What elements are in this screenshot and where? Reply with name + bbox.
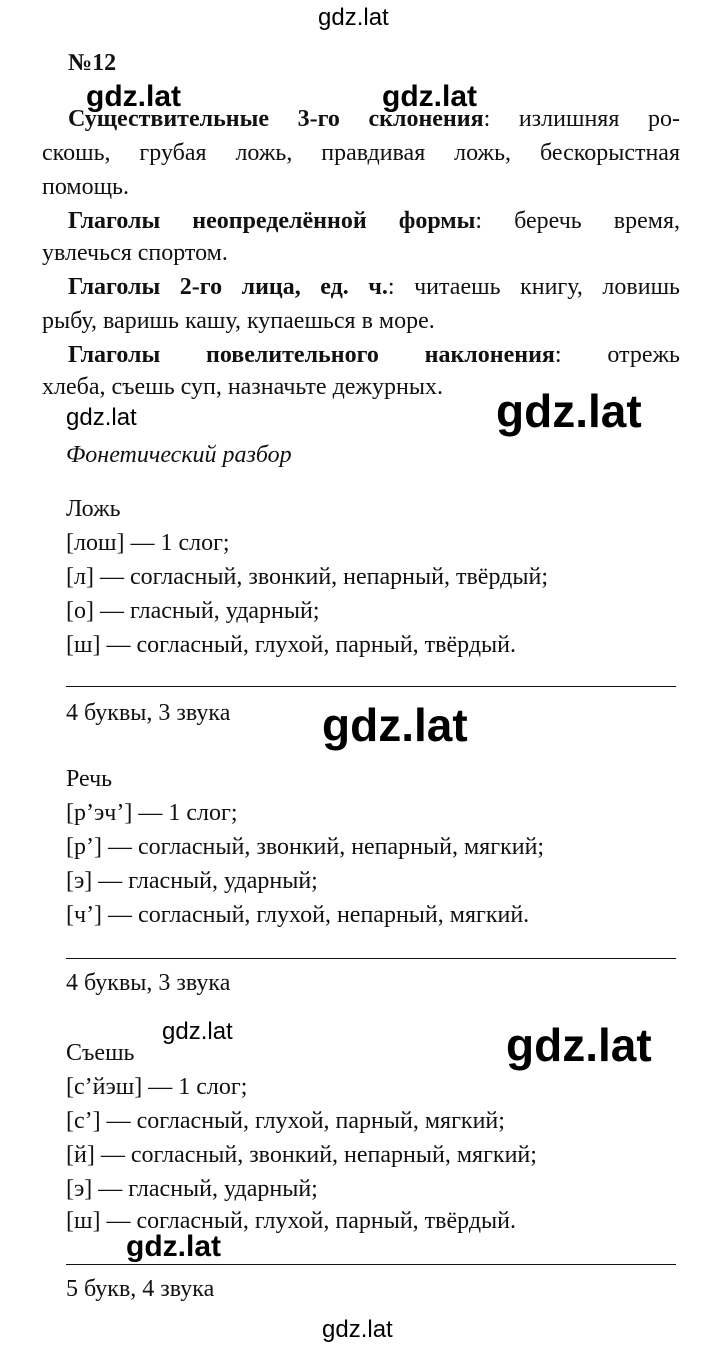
paragraph-label: Глаголы 2-го лица, ед. ч.: [68, 274, 388, 300]
paragraph-line: [68, 342, 680, 369]
word-heading: Речь: [66, 766, 113, 792]
watermark: gdz.lat: [382, 80, 477, 113]
watermark: gdz.lat: [322, 699, 468, 751]
analysis-line: [л] — согласный, звонкий, непарный, твёрдый;: [66, 564, 548, 590]
paragraph-label: Глаголы повелительного наклонения: [68, 342, 555, 368]
exercise-number: №12: [68, 50, 117, 76]
paragraph-text: : излишняя ро-: [483, 106, 680, 132]
paragraph-line: [68, 106, 680, 133]
word-heading: Ложь: [66, 496, 121, 522]
analysis-line: [р’эч’] — 1 слог;: [66, 800, 238, 826]
analysis-line: [о] — гласный, ударный;: [66, 598, 320, 624]
paragraph-line: [68, 208, 680, 235]
paragraph-line: скошь, грубая ложь, правдивая ложь, бескорыстная: [42, 140, 680, 166]
analysis-title: Фонетический разбор: [66, 442, 292, 468]
paragraph-label: Существительные 3-го склонения: [68, 106, 484, 132]
watermark: gdz.lat: [86, 80, 181, 113]
watermark: gdz.lat: [506, 1019, 652, 1071]
analysis-line: [ш] — согласный, глухой, парный, твёрдый.: [66, 632, 517, 658]
analysis-line: [ч’] — согласный, глухой, непарный, мягкий.: [66, 902, 530, 928]
analysis-line: [й] — согласный, звонкий, непарный, мягкий;: [66, 1142, 537, 1168]
analysis-line: [с’] — согласный, глухой, парный, мягкий;: [66, 1108, 505, 1134]
word-summary: 4 буквы, 3 звука: [66, 970, 231, 996]
word-heading: Съешь: [66, 1040, 135, 1066]
paragraph-text: : беречь время,: [475, 208, 680, 234]
word-summary: 5 букв, 4 звука: [66, 1276, 215, 1302]
paragraph-line: рыбу, варишь кашу, купаешься в море.: [42, 308, 435, 334]
word-summary: 4 буквы, 3 звука: [66, 700, 231, 726]
analysis-line: [с’йэш] — 1 слог;: [66, 1074, 248, 1100]
watermark: gdz.lat: [162, 1018, 233, 1045]
paragraph-text: : отрежь: [554, 342, 681, 368]
watermark: gdz.lat: [126, 1230, 221, 1263]
analysis-line: [лош] — 1 слог;: [66, 530, 230, 556]
divider: [66, 686, 676, 687]
analysis-line: [р’] — согласный, звонкий, непарный, мягкий;: [66, 834, 545, 860]
analysis-line: [э] — гласный, ударный;: [66, 1176, 318, 1202]
paragraph-label: Глаголы неопределённой формы: [68, 208, 476, 234]
divider: [66, 1264, 676, 1265]
watermark: gdz.lat: [496, 385, 642, 437]
divider: [66, 958, 676, 959]
paragraph-text: : читаешь книгу, ловишь: [387, 274, 681, 300]
paragraph-line: увлечься спортом.: [42, 240, 228, 266]
paragraph-line: хлеба, съешь суп, назначьте дежурных.: [42, 374, 443, 400]
analysis-line: [ш] — согласный, глухой, парный, твёрдый.: [66, 1208, 517, 1234]
paragraph-line: помощь.: [42, 174, 129, 200]
paragraph-line: [68, 274, 680, 301]
analysis-line: [э] — гласный, ударный;: [66, 868, 318, 894]
watermark: gdz.lat: [322, 1316, 393, 1343]
watermark: gdz.lat: [318, 4, 389, 31]
watermark: gdz.lat: [66, 404, 137, 431]
